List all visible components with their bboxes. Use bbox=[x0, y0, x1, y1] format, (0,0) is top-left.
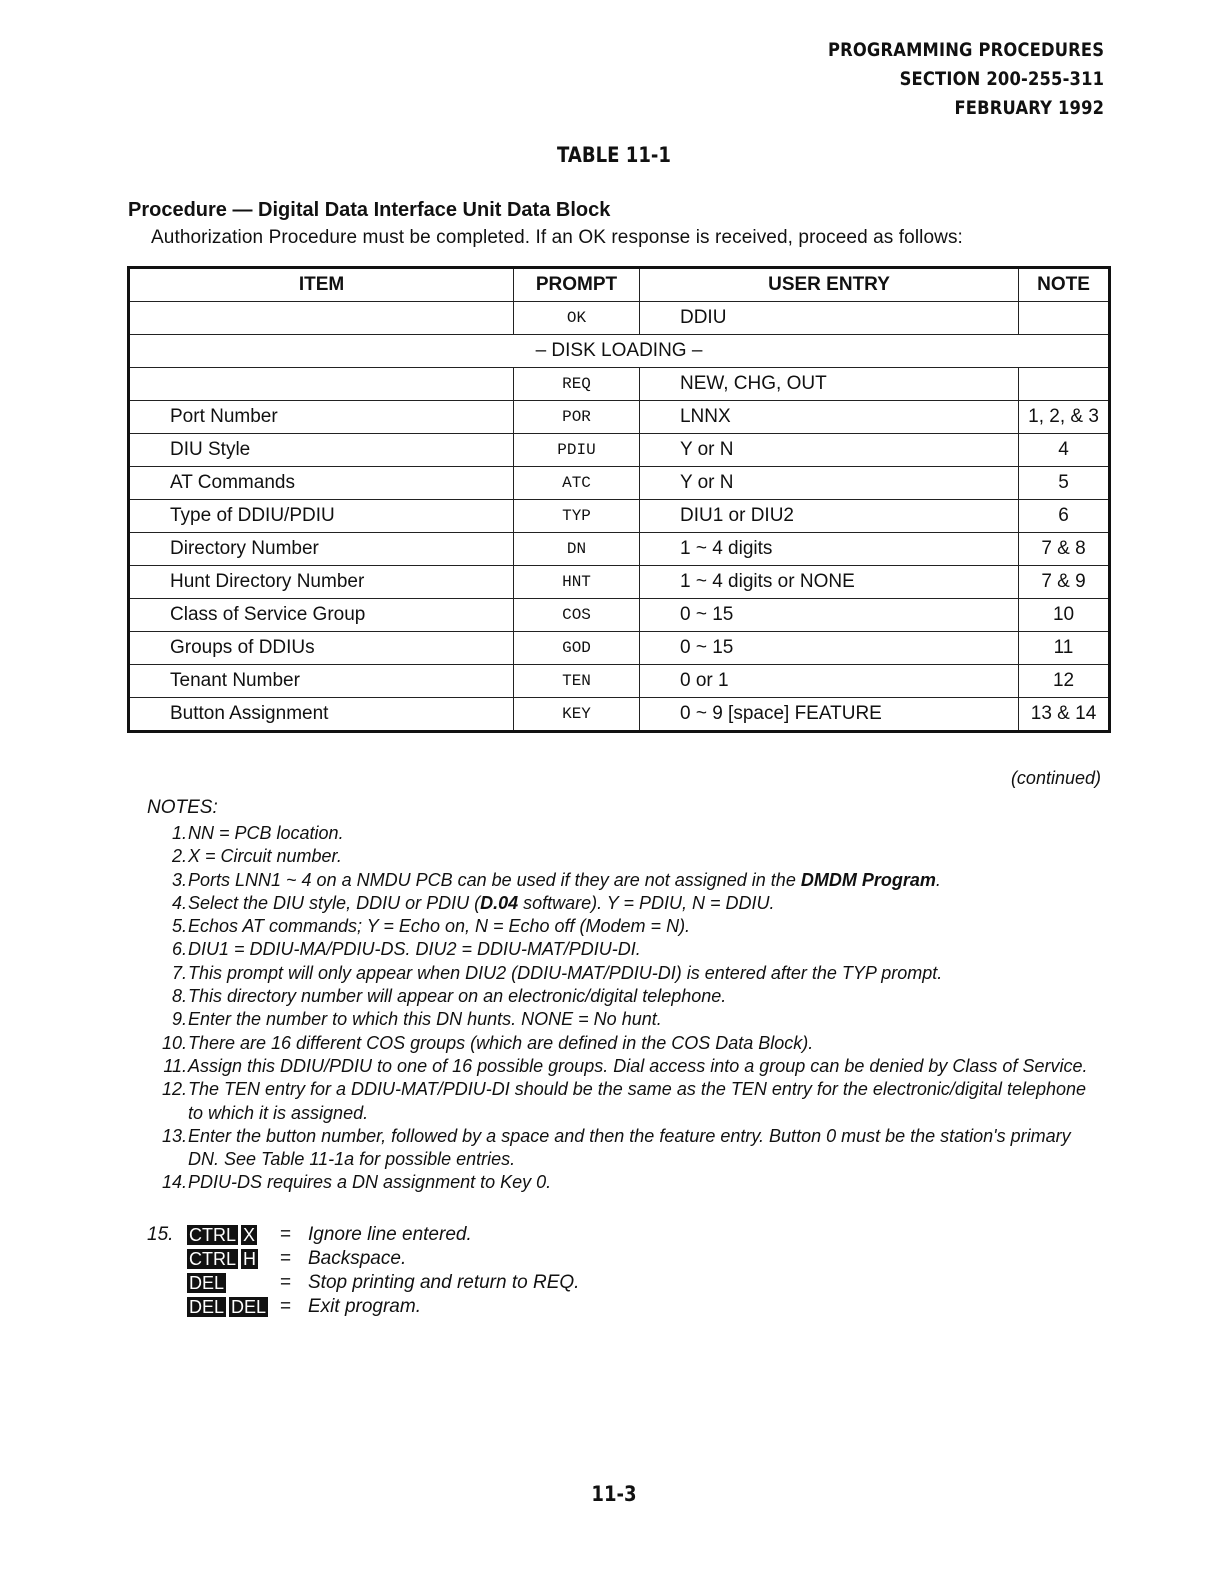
cell-note bbox=[1019, 368, 1110, 401]
cell-prompt: TYP bbox=[514, 500, 640, 533]
note-number: 13. bbox=[161, 1125, 187, 1146]
procedure-subtitle: Authorization Procedure must be completed. If an OK response is received, proceed as follows: bbox=[151, 227, 963, 248]
cell-user-entry: 0 ~ 9 [space] FEATURE bbox=[639, 698, 1018, 732]
note-number: 4. bbox=[171, 892, 187, 913]
continued-label: (continued) bbox=[1010, 768, 1101, 788]
cell-prompt: PDIU bbox=[514, 434, 640, 467]
note-text-main: This prompt will only appear when DIU2 (DDIU-MAT/PDIU-DI) is entered after the TYP prompt. bbox=[188, 962, 943, 983]
cell-prompt: REQ bbox=[514, 368, 640, 401]
cell-note: 13 & 14 bbox=[1019, 698, 1110, 732]
cell-user-entry: 0 ~ 15 bbox=[639, 632, 1018, 665]
table-row bbox=[129, 566, 1110, 599]
table-row bbox=[129, 467, 1110, 500]
cell-prompt: OK bbox=[514, 302, 640, 335]
cell-item bbox=[129, 368, 514, 401]
cell-prompt: GOD bbox=[514, 632, 640, 665]
cell-note: 4 bbox=[1019, 434, 1110, 467]
cell-user-entry: DIU1 or DIU2 bbox=[639, 500, 1018, 533]
key-commands bbox=[147, 1223, 579, 1319]
section-row bbox=[129, 335, 1110, 368]
table-row bbox=[129, 599, 1110, 632]
note-item bbox=[147, 822, 1097, 845]
cell-note: 7 & 9 bbox=[1019, 566, 1110, 599]
disk-loading-label: – DISK LOADING – bbox=[129, 335, 1110, 368]
note-number: 14. bbox=[161, 1172, 187, 1193]
cell-prompt: DN bbox=[514, 533, 640, 566]
cell-user-entry: 1 ~ 4 digits or NONE bbox=[639, 566, 1018, 599]
note-number: 6. bbox=[171, 939, 187, 960]
note-text-main: Enter the number to which this DN hunts. NONE = No hunt. bbox=[188, 1009, 662, 1030]
cell-prompt: POR bbox=[514, 401, 640, 434]
procedure-title: Procedure — Digital Data Interface Unit Data Block bbox=[128, 199, 611, 221]
keycap: DEL bbox=[189, 1273, 225, 1293]
note-text-bold: D.04 bbox=[480, 892, 519, 913]
header-item: ITEM bbox=[129, 268, 514, 302]
keycap: H bbox=[243, 1249, 257, 1269]
note-text bbox=[187, 1008, 662, 1031]
key-command-row bbox=[147, 1223, 579, 1247]
note-text bbox=[187, 1125, 1097, 1172]
cell-item: DIU Style bbox=[129, 434, 514, 467]
note-text bbox=[187, 869, 941, 892]
note-text bbox=[187, 1032, 813, 1055]
equals-sign: = bbox=[280, 1248, 292, 1269]
note-item bbox=[147, 1032, 1097, 1055]
cell-user-entry: DDIU bbox=[639, 302, 1018, 335]
note-number: 1. bbox=[171, 823, 187, 843]
note-text-bold: DMDM Program bbox=[800, 869, 936, 890]
key-combo bbox=[187, 1273, 280, 1293]
note-text bbox=[187, 845, 342, 868]
table-row bbox=[129, 698, 1110, 732]
header-title: PROGRAMMING PROCEDURES bbox=[827, 39, 1104, 61]
cell-item: AT Commands bbox=[129, 467, 514, 500]
note-text bbox=[187, 1078, 1097, 1125]
cell-user-entry: Y or N bbox=[639, 434, 1018, 467]
keycap: CTRL bbox=[189, 1249, 237, 1269]
note-text bbox=[187, 1055, 1087, 1078]
cell-item: Type of DDIU/PDIU bbox=[129, 500, 514, 533]
table-row bbox=[129, 368, 1110, 401]
note-item bbox=[147, 1125, 1097, 1172]
note-text bbox=[187, 892, 775, 915]
cell-item bbox=[129, 302, 514, 335]
note-text-main: The TEN entry for a DDIU-MAT/PDIU-DI should be the same as the TEN entry for the electronic/digital telephone to which it is assigned. bbox=[188, 1079, 1087, 1123]
note-text-main: Enter the button number, followed by a space and then the feature entry. Button 0 must be the station's primary DN. See Table 11-1a for possible entries. bbox=[188, 1125, 1071, 1170]
cell-item: Button Assignment bbox=[129, 698, 514, 732]
note-text bbox=[187, 915, 690, 938]
note-text-main: Ports LNN1 ~ 4 on a NMDU PCB can be used if they are not assigned in the bbox=[188, 869, 796, 890]
document-header bbox=[828, 36, 1104, 123]
note-number: 12. bbox=[161, 1079, 187, 1100]
note-item bbox=[147, 869, 1097, 892]
note-text-main: There are 16 different COS groups (which are defined in the COS Data Block). bbox=[188, 1032, 814, 1053]
table-header-row bbox=[129, 268, 1110, 302]
note-text-main: Echos AT commands; Y = Echo on, N = Echo off (Modem = N). bbox=[188, 916, 691, 937]
cell-item: Directory Number bbox=[129, 533, 514, 566]
note-number: 2. bbox=[171, 846, 187, 867]
notes-heading: NOTES: bbox=[147, 797, 218, 818]
cell-user-entry: 0 ~ 15 bbox=[639, 599, 1018, 632]
note-text-main: PDIU-DS requires a DN assignment to Key 0. bbox=[188, 1172, 552, 1193]
key-description: Stop printing and return to REQ. bbox=[308, 1272, 580, 1293]
header-user-entry: USER ENTRY bbox=[639, 268, 1018, 302]
key-command-row bbox=[147, 1247, 579, 1271]
equals-sign: = bbox=[280, 1272, 292, 1293]
key-description: Exit program. bbox=[308, 1296, 421, 1317]
note-text-main: Select the DIU style, DDIU or PDIU ( bbox=[188, 892, 481, 913]
table-row bbox=[129, 665, 1110, 698]
table-title: TABLE 11-1 bbox=[556, 143, 671, 167]
note-item bbox=[147, 845, 1097, 868]
notes-list bbox=[147, 822, 1097, 1195]
cell-note: 6 bbox=[1019, 500, 1110, 533]
page-number: 11-3 bbox=[591, 1482, 637, 1506]
note-item bbox=[147, 1171, 1097, 1194]
cell-prompt: HNT bbox=[514, 566, 640, 599]
keycap: X bbox=[243, 1225, 256, 1245]
note-item bbox=[147, 962, 1097, 985]
note-number: 8. bbox=[171, 986, 187, 1007]
note-text bbox=[187, 962, 942, 985]
header-date: FEBRUARY 1992 bbox=[954, 97, 1104, 119]
key-combo bbox=[187, 1225, 280, 1245]
header-prompt: PROMPT bbox=[514, 268, 640, 302]
cell-item: Hunt Directory Number bbox=[129, 566, 514, 599]
procedure-table bbox=[127, 266, 1111, 733]
note-text-after: . bbox=[935, 869, 941, 890]
note-number: 7. bbox=[171, 962, 187, 983]
cell-note: 10 bbox=[1019, 599, 1110, 632]
note-text-main: NN = PCB location. bbox=[188, 823, 344, 843]
key-command-row bbox=[147, 1295, 579, 1319]
note-text bbox=[187, 938, 641, 961]
keycap: CTRL bbox=[189, 1225, 237, 1245]
cell-prompt: TEN bbox=[514, 665, 640, 698]
note-number: 15. bbox=[147, 1224, 174, 1245]
cell-note bbox=[1019, 302, 1110, 335]
note-text-main: DIU1 = DDIU-MA/PDIU-DS. DIU2 = DDIU-MAT/PDIU-DI. bbox=[188, 939, 641, 960]
cell-note: 11 bbox=[1019, 632, 1110, 665]
cell-user-entry: LNNX bbox=[639, 401, 1018, 434]
note-item bbox=[147, 892, 1097, 915]
note-text-after: software). Y = PDIU, N = DDIU. bbox=[518, 892, 775, 913]
key-description: Backspace. bbox=[308, 1248, 407, 1269]
key-combo bbox=[187, 1297, 280, 1317]
table-row bbox=[129, 302, 1110, 335]
cell-prompt: ATC bbox=[514, 467, 640, 500]
note-item bbox=[147, 1078, 1097, 1125]
keycap: DEL bbox=[189, 1297, 225, 1317]
cell-prompt: COS bbox=[514, 599, 640, 632]
cell-item: Class of Service Group bbox=[129, 599, 514, 632]
cell-prompt: KEY bbox=[514, 698, 640, 732]
cell-item: Tenant Number bbox=[129, 665, 514, 698]
note-number: 3. bbox=[171, 869, 187, 890]
cell-note: 5 bbox=[1019, 467, 1110, 500]
cell-note: 7 & 8 bbox=[1019, 533, 1110, 566]
table-row bbox=[129, 434, 1110, 467]
note-item bbox=[147, 915, 1097, 938]
cell-user-entry: Y or N bbox=[639, 467, 1018, 500]
note-item bbox=[147, 1055, 1097, 1078]
table-row bbox=[129, 533, 1110, 566]
header-section: SECTION 200-255-311 bbox=[899, 68, 1104, 90]
note-text bbox=[187, 822, 344, 845]
cell-user-entry: 1 ~ 4 digits bbox=[639, 533, 1018, 566]
note-number: 5. bbox=[171, 916, 187, 937]
table-row bbox=[129, 500, 1110, 533]
keycap: DEL bbox=[231, 1297, 267, 1317]
note-item bbox=[147, 1008, 1097, 1031]
note-text bbox=[187, 985, 726, 1008]
cell-note: 12 bbox=[1019, 665, 1110, 698]
cell-item: Groups of DDIUs bbox=[129, 632, 514, 665]
cell-user-entry: NEW, CHG, OUT bbox=[639, 368, 1018, 401]
key-description: Ignore line entered. bbox=[308, 1224, 472, 1245]
cell-item: Port Number bbox=[129, 401, 514, 434]
note-item bbox=[147, 938, 1097, 961]
cell-note: 1, 2, & 3 bbox=[1019, 401, 1110, 434]
note-text-main: This directory number will appear on an electronic/digital telephone. bbox=[188, 986, 727, 1007]
equals-sign: = bbox=[280, 1296, 292, 1317]
header-note: NOTE bbox=[1019, 268, 1110, 302]
note-number: 11. bbox=[163, 1055, 187, 1076]
note-text bbox=[187, 1171, 551, 1194]
note-number: 10. bbox=[161, 1032, 187, 1053]
table-row bbox=[129, 632, 1110, 665]
note-text-main: Assign this DDIU/PDIU to one of 16 possible groups. Dial access into a group can be denied by Class of Service. bbox=[188, 1055, 1088, 1076]
note-text-main: X = Circuit number. bbox=[188, 846, 342, 867]
equals-sign: = bbox=[280, 1224, 292, 1245]
note-item bbox=[147, 985, 1097, 1008]
table-row bbox=[129, 401, 1110, 434]
cell-user-entry: 0 or 1 bbox=[639, 665, 1018, 698]
key-combo bbox=[187, 1249, 280, 1269]
key-command-row bbox=[147, 1271, 579, 1295]
note-number: 9. bbox=[171, 1009, 187, 1030]
